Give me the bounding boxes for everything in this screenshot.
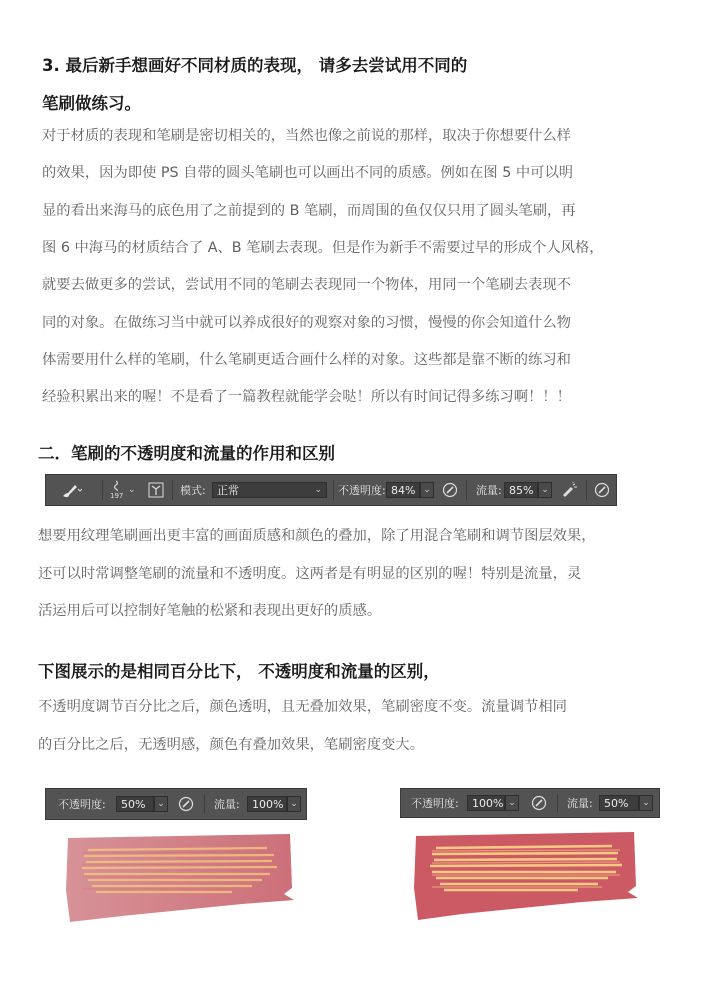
compare-title: 下图展示的是相同百分比下， 不透明度和流量的区别， xyxy=(38,662,440,681)
section2-title: 二．笔刷的不透明度和流量的作用和区别 xyxy=(38,444,335,463)
opacity-value[interactable]: 84% xyxy=(386,482,420,498)
chevron-down-icon[interactable]: ⌄ xyxy=(639,795,653,811)
brush-panel-toggle-icon[interactable] xyxy=(148,475,164,505)
opacity-input[interactable] xyxy=(386,475,434,505)
pressure-opacity-icon[interactable] xyxy=(442,475,458,505)
chevron-down-icon[interactable]: ⌄ xyxy=(287,796,301,812)
compare-paragraph-line: 不透明度调节百分比之后，颜色透明，且无叠加效果，笔刷密度不变。流量调节相同 xyxy=(38,699,567,715)
section3-paragraph-line: 同的对象。在做练习当中就可以养成很好的观察对象的习惯，慢慢的你会知道什么物 xyxy=(42,315,571,331)
mode-label: 模式: xyxy=(180,484,206,497)
toolbar-separator xyxy=(333,480,334,500)
section2-paragraph-line: 还可以时常调整笔刷的流量和不透明度。这两者是有明显的区别的喔！特别是流量，灵 xyxy=(38,566,582,582)
chevron-down-icon[interactable]: ⌄ xyxy=(505,795,519,811)
opacity-label: 不透明度: xyxy=(411,797,459,810)
right-options-toolbar xyxy=(400,788,660,818)
flow-input[interactable] xyxy=(599,789,653,817)
pressure-size-icon[interactable] xyxy=(594,475,610,505)
section3-paragraph-line: 图 6 中海马的材质结合了 A、B 笔刷去表现。但是作为新手不需要过早的形成个人风格， xyxy=(42,240,604,256)
brush-preset-dropdown-icon[interactable]: ⌄ xyxy=(128,485,136,495)
mode-select-value: 正常 xyxy=(217,484,239,497)
section2-paragraph-line: 活运用后可以控制好笔触的松紧和表现出更好的质感。 xyxy=(38,603,382,619)
brush-preset-picker[interactable] xyxy=(110,475,123,505)
toolbar-separator xyxy=(557,794,558,812)
airbrush-icon[interactable] xyxy=(560,475,578,505)
opacity-value[interactable]: 100% xyxy=(467,795,505,811)
section3-paragraph-line: 的效果，因为即使 PS 自带的圆头笔刷也可以画出不同的质感。例如在图 5 中可以明 xyxy=(42,165,574,181)
brush-tip-icon xyxy=(111,480,123,492)
toolbar-separator xyxy=(466,480,467,500)
right-brush-stroke-sample xyxy=(412,830,642,925)
opacity-label: 不透明度: xyxy=(58,798,106,811)
flow-value[interactable]: 100% xyxy=(247,796,287,812)
left-brush-stroke-sample xyxy=(62,830,297,925)
pressure-opacity-icon[interactable] xyxy=(178,789,194,819)
toolbar-separator xyxy=(204,794,205,814)
toolbar-separator xyxy=(586,480,587,500)
flow-value[interactable]: 85% xyxy=(504,482,538,498)
toolbar-separator xyxy=(172,480,173,500)
opacity-input[interactable] xyxy=(467,789,519,817)
section3-paragraph-line: 经验积累出来的喔！不是看了一篇教程就能学会哒！所以有时间记得多练习啊！！！ xyxy=(42,389,571,405)
flow-label: 流量: xyxy=(214,798,240,811)
left-options-toolbar xyxy=(45,788,307,820)
brush-size-value: 197 xyxy=(110,492,124,500)
compare-paragraph-line: 的百分比之后，无透明感，颜色有叠加效果，笔刷密度变大。 xyxy=(38,737,425,753)
opacity-input[interactable] xyxy=(116,789,168,819)
toolbar-separator xyxy=(102,480,103,500)
chevron-down-icon: ⌄ xyxy=(314,485,322,495)
section2-paragraph-line: 想要用纹理笔刷画出更丰富的画面质感和颜色的叠加，除了用混合笔刷和调节图层效果， xyxy=(38,528,596,544)
chevron-down-icon[interactable]: ⌄ xyxy=(420,482,434,498)
flow-value[interactable]: 50% xyxy=(599,795,639,811)
flow-label: 流量: xyxy=(476,484,502,497)
section3-paragraph-line: 显的看出来海马的底色用了之前提到的 B 笔刷，而周围的鱼仅仅只用了圆头笔刷，再 xyxy=(42,203,576,219)
pressure-opacity-icon[interactable] xyxy=(531,789,547,817)
flow-input[interactable] xyxy=(247,789,301,819)
section3-paragraph-line: 就要去做更多的尝试，尝试用不同的笔刷去表现同一个物体，用同一个笔刷去表现不 xyxy=(42,277,571,293)
chevron-down-icon[interactable]: ⌄ xyxy=(538,482,552,498)
flow-input[interactable] xyxy=(504,475,552,505)
section3-title-line1: 3. 最后新手想画好不同材质的表现， 请多去尝试用不同的 xyxy=(42,56,468,75)
chevron-down-icon[interactable]: ⌄ xyxy=(154,796,168,812)
flow-label: 流量: xyxy=(567,797,593,810)
opacity-value[interactable]: 50% xyxy=(116,796,154,812)
brush-tool-icon[interactable] xyxy=(60,475,82,505)
opacity-label: 不透明度: xyxy=(338,484,386,497)
section3-paragraph-line: 体需要用什么样的笔刷，什么笔刷更适合画什么样的对象。这些都是靠不断的练习和 xyxy=(42,352,571,368)
photoshop-options-toolbar xyxy=(45,474,617,506)
section3-paragraph-line: 对于材质的表现和笔刷是密切相关的，当然也像之前说的那样，取决于你想要什么样 xyxy=(42,128,571,144)
section3-title-line2: 笔刷做练习。 xyxy=(42,94,141,113)
mode-select[interactable] xyxy=(212,475,327,505)
